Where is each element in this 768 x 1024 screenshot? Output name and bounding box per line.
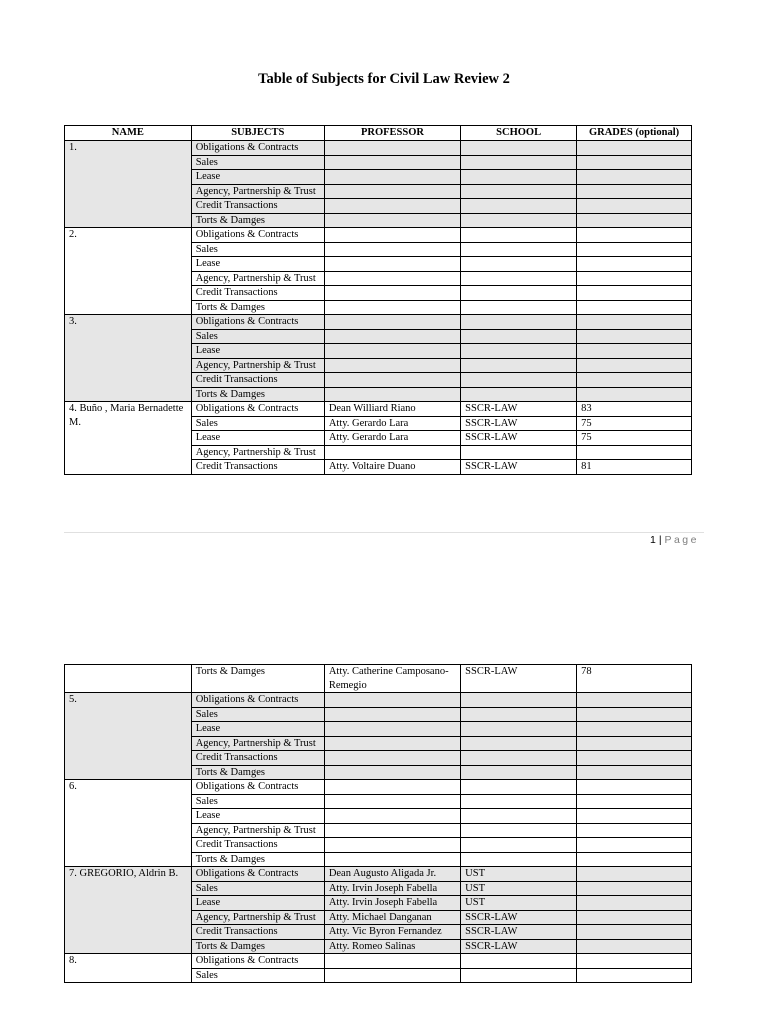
school-cell [461, 257, 577, 272]
professor-cell [324, 707, 460, 722]
professor-cell [324, 329, 460, 344]
page-footer [650, 534, 699, 546]
subject-cell: Lease [191, 896, 324, 911]
school-cell [461, 315, 577, 330]
table-row [65, 402, 692, 417]
school-cell [461, 373, 577, 388]
school-cell [461, 329, 577, 344]
professor-cell [324, 286, 460, 301]
page-number: 1 [650, 534, 656, 546]
grade-cell [577, 968, 692, 983]
school-cell [461, 765, 577, 780]
subjects-table [64, 125, 692, 475]
footer-divider [64, 532, 704, 533]
school-cell: UST [461, 896, 577, 911]
subject-cell: Agency, Partnership & Trust [191, 736, 324, 751]
subject-cell: Lease [191, 170, 324, 185]
name-cell: 3. [65, 315, 192, 402]
subject-cell: Obligations & Contracts [191, 954, 324, 969]
grade-cell [577, 242, 692, 257]
school-cell [461, 736, 577, 751]
grade-cell [577, 707, 692, 722]
school-cell [461, 693, 577, 708]
table-row [65, 693, 692, 708]
school-cell: SSCR-LAW [461, 910, 577, 925]
grade-cell [577, 867, 692, 882]
table-row [65, 315, 692, 330]
subject-cell: Lease [191, 809, 324, 824]
grade-cell [577, 881, 692, 896]
name-cell: 2. [65, 228, 192, 315]
school-cell: SSCR-LAW [461, 460, 577, 475]
grade-cell [577, 896, 692, 911]
professor-cell [324, 838, 460, 853]
grade-cell [577, 751, 692, 766]
subject-cell: Obligations & Contracts [191, 693, 324, 708]
school-cell [461, 707, 577, 722]
name-cell: 5. [65, 693, 192, 780]
school-cell [461, 794, 577, 809]
subject-cell: Agency, Partnership & Trust [191, 823, 324, 838]
professor-cell [324, 373, 460, 388]
professor-cell: Atty. Romeo Salinas [324, 939, 460, 954]
grade-cell: 83 [577, 402, 692, 417]
school-cell [461, 199, 577, 214]
subject-cell: Obligations & Contracts [191, 402, 324, 417]
subject-cell: Sales [191, 242, 324, 257]
subject-cell: Credit Transactions [191, 838, 324, 853]
subject-cell: Credit Transactions [191, 286, 324, 301]
school-cell: SSCR-LAW [461, 431, 577, 446]
column-header-school: SCHOOL [461, 126, 577, 141]
table-row [65, 867, 692, 882]
page-label: Page [664, 534, 699, 546]
professor-cell [324, 213, 460, 228]
professor-cell: Atty. Irvin Joseph Fabella [324, 881, 460, 896]
school-cell [461, 838, 577, 853]
professor-cell [324, 968, 460, 983]
column-header-subjects: SUBJECTS [191, 126, 324, 141]
professor-cell: Atty. Gerardo Lara [324, 416, 460, 431]
table-row [65, 228, 692, 243]
name-cell: 8. [65, 954, 192, 983]
school-cell: SSCR-LAW [461, 939, 577, 954]
grade-cell [577, 925, 692, 940]
subject-cell: Sales [191, 968, 324, 983]
professor-cell [324, 445, 460, 460]
grade-cell [577, 780, 692, 795]
school-cell [461, 387, 577, 402]
grade-cell [577, 387, 692, 402]
school-cell [461, 344, 577, 359]
subject-cell: Torts & Damges [191, 213, 324, 228]
school-cell: SSCR-LAW [461, 665, 577, 693]
professor-cell [324, 954, 460, 969]
table-header-row [65, 126, 692, 141]
school-cell [461, 823, 577, 838]
subject-cell: Torts & Damges [191, 765, 324, 780]
grade-cell: 75 [577, 416, 692, 431]
professor-cell: Atty. Michael Danganan [324, 910, 460, 925]
grade-cell [577, 286, 692, 301]
professor-cell [324, 736, 460, 751]
subject-cell: Sales [191, 155, 324, 170]
subject-cell: Agency, Partnership & Trust [191, 445, 324, 460]
subject-cell: Sales [191, 329, 324, 344]
subject-cell: Credit Transactions [191, 925, 324, 940]
subject-cell: Credit Transactions [191, 199, 324, 214]
grade-cell [577, 228, 692, 243]
grade-cell [577, 445, 692, 460]
school-cell: UST [461, 881, 577, 896]
name-cell [65, 665, 192, 693]
subject-cell: Torts & Damges [191, 387, 324, 402]
school-cell: SSCR-LAW [461, 402, 577, 417]
subject-cell: Agency, Partnership & Trust [191, 271, 324, 286]
table-row [65, 141, 692, 156]
school-cell [461, 722, 577, 737]
subject-cell: Torts & Damges [191, 300, 324, 315]
table-body [65, 665, 692, 983]
subject-cell: Obligations & Contracts [191, 141, 324, 156]
column-header-professor: PROFESSOR [324, 126, 460, 141]
professor-cell: Dean Williard Riano [324, 402, 460, 417]
subject-cell: Sales [191, 416, 324, 431]
subject-cell: Sales [191, 794, 324, 809]
subject-cell: Obligations & Contracts [191, 228, 324, 243]
professor-cell [324, 257, 460, 272]
school-cell [461, 213, 577, 228]
school-cell [461, 968, 577, 983]
professor-cell [324, 228, 460, 243]
school-cell [461, 445, 577, 460]
school-cell [461, 300, 577, 315]
subjects-table-continued [64, 664, 692, 983]
subject-cell: Credit Transactions [191, 751, 324, 766]
school-cell: SSCR-LAW [461, 416, 577, 431]
professor-cell: Atty. Vic Byron Fernandez [324, 925, 460, 940]
professor-cell [324, 300, 460, 315]
subject-cell: Credit Transactions [191, 460, 324, 475]
professor-cell: Atty. Catherine Camposano-Remegio [324, 665, 460, 693]
school-cell [461, 155, 577, 170]
subject-cell: Lease [191, 722, 324, 737]
professor-cell [324, 780, 460, 795]
school-cell [461, 184, 577, 199]
professor-cell: Atty. Gerardo Lara [324, 431, 460, 446]
professor-cell [324, 184, 460, 199]
subject-cell: Agency, Partnership & Trust [191, 184, 324, 199]
grade-cell: 81 [577, 460, 692, 475]
professor-cell [324, 242, 460, 257]
subject-cell: Torts & Damges [191, 852, 324, 867]
subject-cell: Sales [191, 881, 324, 896]
name-cell: 1. [65, 141, 192, 228]
name-cell: 7. GREGORIO, Aldrin B. [65, 867, 192, 954]
page-separator: | [658, 534, 662, 546]
professor-cell [324, 722, 460, 737]
grade-cell [577, 213, 692, 228]
professor-cell [324, 765, 460, 780]
professor-cell [324, 315, 460, 330]
professor-cell [324, 344, 460, 359]
grade-cell [577, 358, 692, 373]
table-row [65, 665, 692, 693]
subject-cell: Obligations & Contracts [191, 315, 324, 330]
grade-cell [577, 838, 692, 853]
page-title: Table of Subjects for Civil Law Review 2 [258, 71, 510, 87]
table-row [65, 780, 692, 795]
grade-cell [577, 809, 692, 824]
subject-cell: Sales [191, 707, 324, 722]
grade-cell [577, 344, 692, 359]
professor-cell [324, 751, 460, 766]
school-cell [461, 852, 577, 867]
professor-cell [324, 141, 460, 156]
grade-cell [577, 184, 692, 199]
professor-cell [324, 358, 460, 373]
table-body [65, 141, 692, 475]
grade-cell [577, 315, 692, 330]
subject-cell: Credit Transactions [191, 373, 324, 388]
school-cell [461, 141, 577, 156]
professor-cell [324, 794, 460, 809]
grade-cell [577, 939, 692, 954]
professor-cell: Atty. Voltaire Duano [324, 460, 460, 475]
school-cell: UST [461, 867, 577, 882]
column-header-grades: GRADES (optional) [577, 126, 692, 141]
grade-cell [577, 794, 692, 809]
school-cell [461, 170, 577, 185]
school-cell [461, 809, 577, 824]
grade-cell [577, 329, 692, 344]
school-cell: SSCR-LAW [461, 925, 577, 940]
professor-cell [324, 693, 460, 708]
grade-cell [577, 765, 692, 780]
professor-cell [324, 387, 460, 402]
school-cell [461, 242, 577, 257]
name-cell: 6. [65, 780, 192, 867]
grade-cell [577, 736, 692, 751]
professor-cell [324, 170, 460, 185]
grade-cell [577, 170, 692, 185]
school-cell [461, 228, 577, 243]
column-header-name: NAME [65, 126, 192, 141]
professor-cell [324, 852, 460, 867]
professor-cell [324, 199, 460, 214]
school-cell [461, 286, 577, 301]
grade-cell [577, 852, 692, 867]
grade-cell [577, 199, 692, 214]
school-cell [461, 780, 577, 795]
grade-cell: 75 [577, 431, 692, 446]
subject-cell: Lease [191, 344, 324, 359]
professor-cell: Atty. Irvin Joseph Fabella [324, 896, 460, 911]
document-page-2 [0, 600, 768, 1024]
grade-cell [577, 141, 692, 156]
professor-cell: Dean Augusto Aligada Jr. [324, 867, 460, 882]
grade-cell [577, 271, 692, 286]
professor-cell [324, 809, 460, 824]
grade-cell [577, 300, 692, 315]
professor-cell [324, 823, 460, 838]
school-cell [461, 271, 577, 286]
name-cell: 4. Buño , Maria Bernadette M. [65, 402, 192, 475]
professor-cell [324, 155, 460, 170]
subject-cell: Agency, Partnership & Trust [191, 910, 324, 925]
grade-cell: 78 [577, 665, 692, 693]
subject-cell: Agency, Partnership & Trust [191, 358, 324, 373]
subject-cell: Lease [191, 431, 324, 446]
table-row [65, 954, 692, 969]
school-cell [461, 954, 577, 969]
grade-cell [577, 823, 692, 838]
school-cell [461, 358, 577, 373]
grade-cell [577, 722, 692, 737]
professor-cell [324, 271, 460, 286]
grade-cell [577, 155, 692, 170]
grade-cell [577, 373, 692, 388]
subject-cell: Torts & Damges [191, 939, 324, 954]
school-cell [461, 751, 577, 766]
subject-cell: Obligations & Contracts [191, 867, 324, 882]
subject-cell: Lease [191, 257, 324, 272]
grade-cell [577, 257, 692, 272]
subject-cell: Obligations & Contracts [191, 780, 324, 795]
grade-cell [577, 954, 692, 969]
grade-cell [577, 693, 692, 708]
subject-cell: Torts & Damges [191, 665, 324, 693]
grade-cell [577, 910, 692, 925]
